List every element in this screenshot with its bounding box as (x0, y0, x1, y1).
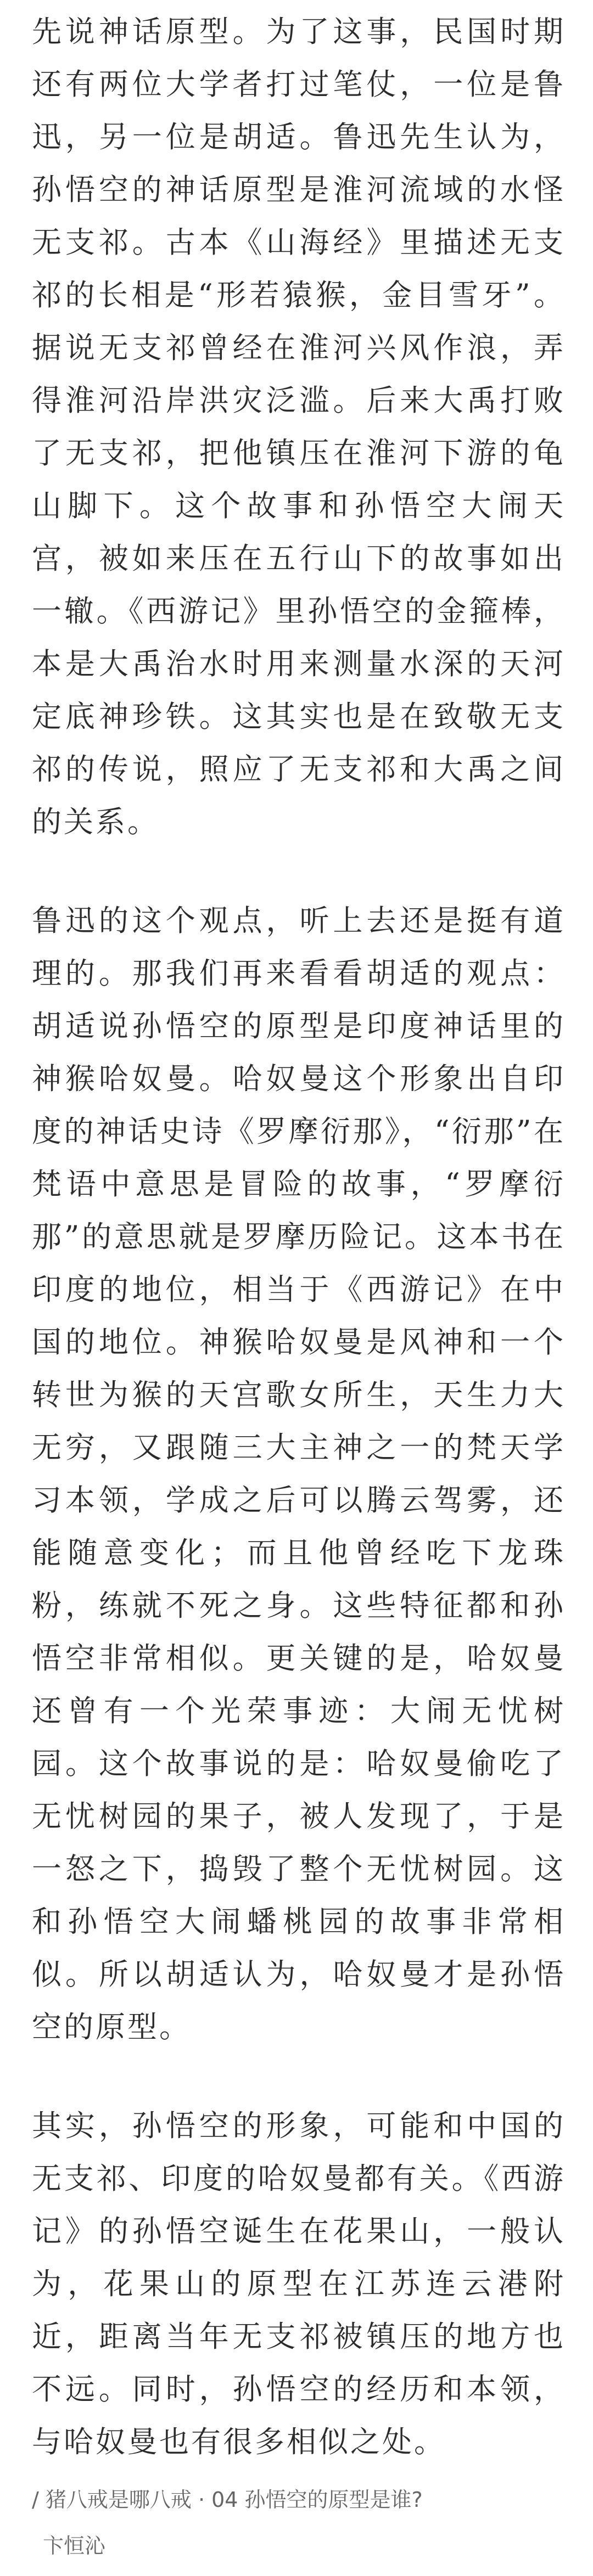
paragraph-2: 鲁迅的这个观点，听上去还是挺有道理的。那我们再来看看胡适的观点：胡适说孙悟空的原型是印度神话里的神猴哈奴曼。哈奴曼这个形象出自印度的神话史诗《罗摩衍那》，“衍那”在梵语中意思是冒险的故事，“罗摩衍那”的意思就是罗摩历险记。这本书在印度的地位，相当于《西游记》在中国的地位。神猴哈奴曼是风神和一个转世为猴的天宫歌女所生，天生力大无穷，又跟随三大主神之一的梵天学习本领，学成之后可以腾云驾雾，还能随意变化；而且他曾经吃下龙珠粉，练就不死之身。这些特征都和孙悟空非常相似。更关键的是，哈奴曼还曾有一个光荣事迹：大闹无忧树园。这个故事说的是：哈奴曼偷吃了无忧树园的果子，被人发现了，于是一怒之下，捣毁了整个无忧树园。这和孙悟空大闹蟠桃园的故事非常相似。所以胡适认为，哈奴曼才是孙悟空的原型。 (32, 903, 566, 2044)
article-body (32, 5, 566, 2468)
paragraph-3: 其实，孙悟空的形象，可能和中国的无支祁、印度的哈奴曼都有关。《西游记》的孙悟空诞生在花果山，一般认为，花果山的原型在江苏连云港附近，距离当年无支祁被镇压的地方也不远。同时，孙悟空的经历和本领，与哈奴曼也有很多相似之处。 (32, 2108, 566, 2459)
source-link[interactable]: / 猪八戒是哪八戒 · 04 孙悟空的原型是谁? (32, 2488, 423, 2512)
author-name: 卞恒沁 (43, 2534, 106, 2558)
paragraph-1: 先说神话原型。为了这事，民国时期还有两位大学者打过笔仗，一位是鲁迅，另一位是胡适。鲁迅先生认为，孙悟空的神话原型是淮河流域的水怪无支祁。古本《山海经》里描述无支祁的长相是“形若猿猴，金目雪牙”。据说无支祁曾经在淮河兴风作浪，弄得淮河沿岸洪灾泛滥。后来大禹打败了无支祁，把他镇压在淮河下游的龟山脚下。这个故事和孙悟空大闹天宫，被如来压在五行山下的故事如出一辙。《西游记》里孙悟空的金箍棒，本是大禹治水时用来测量水深的天河定底神珍铁。这其实也是在致敬无支祁的传说，照应了无支祁和大禹之间的关系。 (32, 14, 566, 839)
